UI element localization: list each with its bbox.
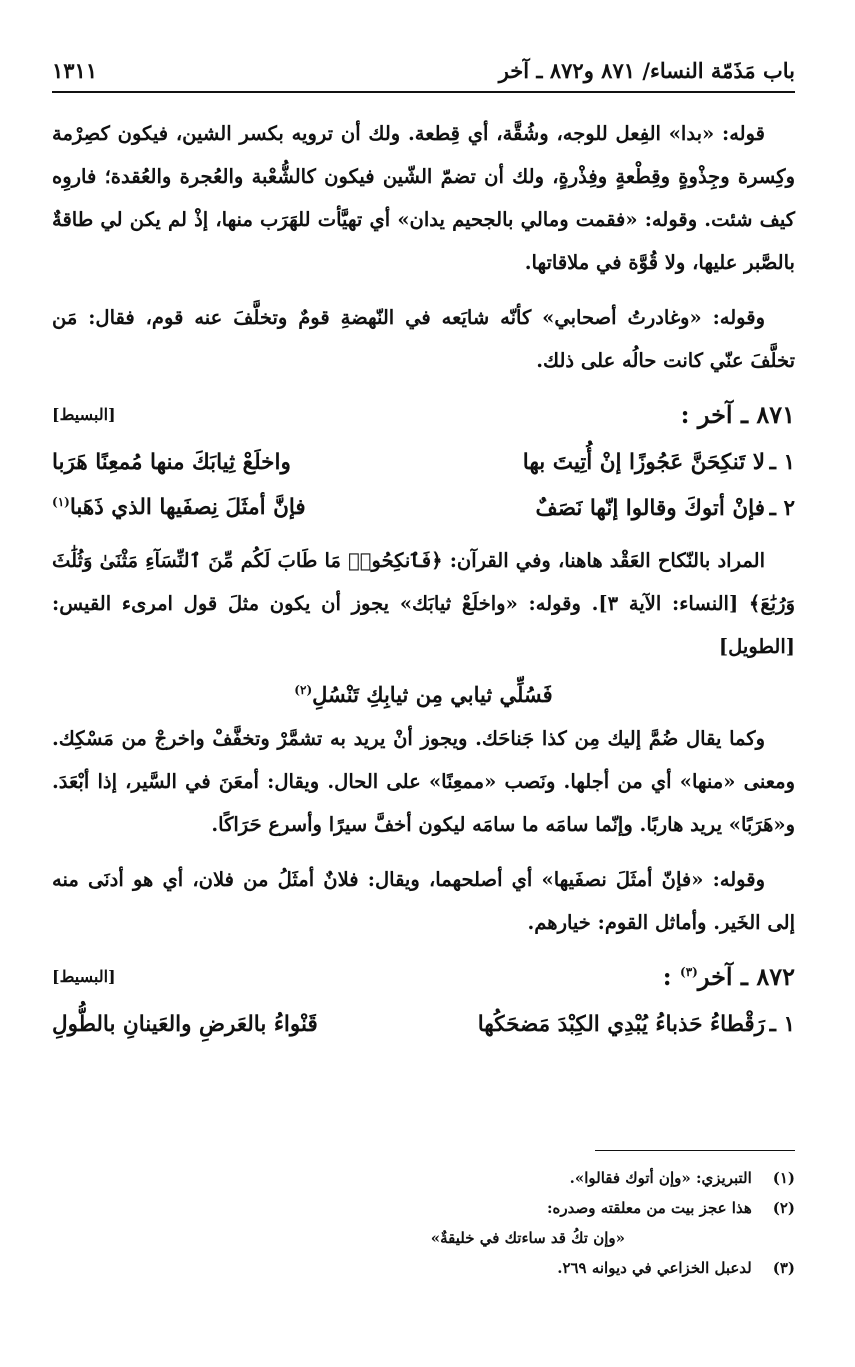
verse-second-hemistich — [52, 495, 445, 520]
quoted-hemistich-text: فَسُلِّي ثيابي مِن ثيابِكِ تَنْسُلِ — [312, 682, 553, 707]
footnote-marker: (٢) — [294, 683, 313, 697]
section-title: ٨٧١ ـ آخر : — [680, 400, 795, 429]
footnote-marker: (١) — [52, 495, 70, 510]
section-title-text: ٨٧٢ ـ آخر — [697, 962, 795, 991]
running-title: باب مَذَمّة النساء/ ٨٧١ و٨٧٢ ـ آخر — [498, 58, 795, 83]
paragraph: وقوله: «وغادرتُ أصحابي» كأنّه شايَعه في النّهضةِ قومٌ وتخلَّفَ عنه قوم، فقال: مَن تخلَّفَ عنّي كانت حالُه على ذلك. — [52, 306, 795, 372]
verse-line — [52, 485, 795, 531]
verse-line — [52, 1001, 795, 1047]
footnote-number: (٣) — [772, 1259, 795, 1277]
verse-line — [52, 439, 795, 485]
footnote-number: (٢) — [772, 1199, 795, 1217]
meter-label: [البسيط] — [52, 405, 116, 424]
section-heading-871 — [52, 400, 795, 429]
paragraph: وقوله: «فإنّ أمثَلَ نصفَيها» أي أصلحهما، ويقال: فلانٌ أمثَلُ من فلان، أي هو أدنَى منه إلى الخَير. وأماثل القوم: خيارهم. — [52, 868, 795, 934]
footnote-divider — [595, 1150, 795, 1151]
paragraph: وكما يقال ضُمَّ إليك مِن كذا جَناحَك. ويجوز أنْ يريد به تشمَّرْ وتخفَّفْ واخرجْ من مَسْكِك. ومعنى «منها» أي من أجلها. ونَصب «ممعِنًا» على الحال. ويقال: أمعَنَ في السَّير، إذا أبْعَدَ. و«هَرَبًا» يريد هاربًا. وإنّما سامَه ما سامَه ليكون أخفَّ سيرًا وأسرع حَرَاكًا. — [52, 727, 795, 836]
verse-second-hemistich: واخلَعْ ثِيابَكَ منها مُمعِنًا هَرَبا — [52, 449, 291, 475]
footnote-text: التبريزي: «وإن أتوك فقالوا». — [569, 1169, 752, 1187]
page-number: ١٣١١ — [52, 58, 98, 83]
footnote-text: «وإن تكُ قد ساءتك في خليقةٌ» — [430, 1229, 625, 1247]
verse-text: فإنَّ أمثَلَ نِصفَيها الذي ذَهَبا — [69, 495, 306, 521]
footnotes — [52, 1150, 795, 1287]
main-content — [52, 112, 795, 1047]
footnote — [52, 1257, 795, 1279]
footnote-number: (١) — [772, 1169, 795, 1187]
footnote-text: هذا عجز بيت من معلقته وصدره: — [547, 1199, 752, 1217]
paragraph: المراد بالنّكاح العَقْد هاهنا، وفي القرآن: ﴿فَٱنكِحُوا۟ مَا طَابَ لَكُم مِّنَ ٱلنِّسَآءِ مَثْنَىٰ وَثُلَٰثَ وَرُبَٰعَ﴾ [النساء: الآية ٣]. وقوله: «واخلَعْ ثيابَك» يجوز أن يكون مثلَ قول امرىء القيس: [الطويل] — [52, 549, 795, 658]
footnote-text: لدعبل الخزاعي في ديوانه ٢٦٩. — [557, 1259, 752, 1277]
verse-number: ١ ـ — [769, 449, 795, 475]
section-heading-872 — [52, 962, 795, 991]
verse-first-hemistich: رَقْطاءُ حَذباءُ يُبْدِي الكِبْدَ مَضحَكُها — [477, 1011, 765, 1037]
verse-number: ١ ـ — [769, 1011, 795, 1037]
section-title — [663, 962, 795, 991]
verse-second-hemistich: قَنْواءُ بالعَرضِ والعَينانِ بالطُّولِ — [52, 1011, 318, 1037]
quoted-hemistich — [52, 682, 795, 707]
paragraph: قوله: «بدا» الفِعل للوجه، وشُقَّة، أي قِطعة. ولك أن ترويه بكسر الشين، فيكون كصِرْمة وكِسرة وجِذْوةٍ وقِطْعةٍ وفِذْرةٍ، ولك أن تضمّ الشّين فيكون كالشُّعْبة والعُجرة والعُقدة؛ فاروِه كيف شئت. وقوله: «فقمت ومالي بالجحيم يدان» أي تهيَّأت للهَرَب منها، إذْ لم يكن لي طاقةٌ بالصَّبر عليها، ولا قُوَّة في ملاقاتها. — [52, 122, 795, 274]
footnote — [52, 1167, 795, 1189]
verse-first-hemistich: فإنْ أتوكَ وقالوا إنّها نَصَفٌ — [535, 495, 765, 521]
footnote-verse — [52, 1227, 795, 1249]
footnote-marker: (٣) — [680, 965, 698, 979]
page-header — [52, 58, 795, 93]
meter-label: [البسيط] — [52, 967, 116, 986]
verse-first-hemistich: لا تَنكِحَنَّ عَجُوزًا إنْ أُتِيتَ بها — [522, 449, 765, 475]
verse-number: ٢ ـ — [769, 495, 795, 521]
section-title-colon: : — [662, 962, 680, 991]
footnote — [52, 1197, 795, 1219]
